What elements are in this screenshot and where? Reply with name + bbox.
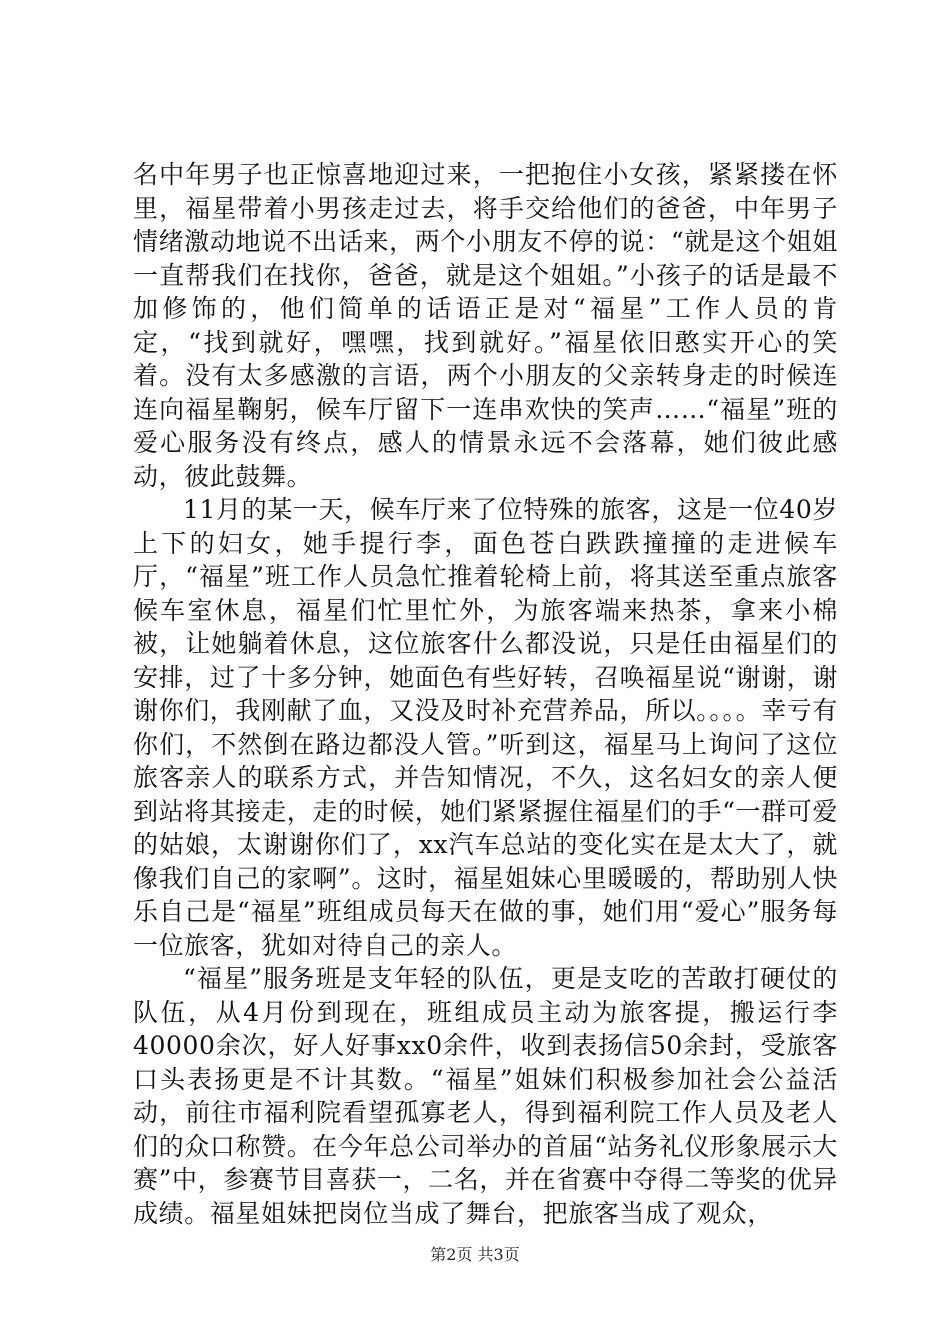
paragraph-3: “福星”服务班是支年轻的队伍，更是支吃的苦敢打硬仗的队伍，从4月份到现在，班组成员主动为旅客提，搬运行李40000余次，好人好事xx0余件，收到表扬信50余封，受旅客口头表扬更是不计其数。“福星”姐妹们积极参加社会公益活动，前往市福利院看望孤寡老人，得到福利院工作人员及老人们的众口称赞。在今年总公司举办的首届“站务礼仪形象展示大赛”中，参赛节目喜获一，二名，并在省赛中夺得二等奖的优异成绩。福星姐妹把岗位当成了舞台，把旅客当成了观众， bbox=[133, 964, 838, 1228]
paragraph-1: 名中年男子也正惊喜地迎过来，一把抱住小女孩，紧紧搂在怀里，福星带着小男孩走过去，将手交给他们的爸爸，中年男子情绪激动地说不出话来，两个小朋友不停的说：“就是这个姐姐一直帮我们在找你，爸爸，就是这个姐姐。”小孩子的话是最不加修饰的，他们简单的话语正是对“福星”工作人员的肯定，“找到就好，嘿嘿，找到就好。”福星依旧憨实开心的笑着。没有太多感激的言语，两个小朋友的父亲转身走的时候连连向福星鞠躬，候车厅留下一连串欢快的笑声……“福星”班的爱心服务没有终点，感人的情景永远不会落幕，她们彼此感动，彼此鼓舞。 bbox=[133, 160, 838, 491]
page-number-footer: 第2页 共3页 bbox=[430, 1245, 520, 1264]
document-body bbox=[133, 158, 838, 1230]
paragraph-2: 11月的某一天，候车厅来了位特殊的旅客，这是一位40岁上下的妇女，她手提行李，面色苍白跌跌撞撞的走进候车厅，“福星”班工作人员急忙推着轮椅上前，将其送至重点旅客候车室休息，福星们忙里忙外，为旅客端来热茶，拿来小棉被，让她躺着休息，这位旅客什么都没说，只是任由福星们的安排，过了十多分钟，她面色有些好转，召唤福星说“谢谢，谢谢你们，我刚献了血，又没及时补充营养品，所以。。。。幸亏有你们，不然倒在路边都没人管。”听到这，福星马上询问了这位旅客亲人的联系方式，并告知情况，不久，这名妇女的亲人便到站将其接走，走的时候，她们紧紧握住福星们的手“一群可爱的姑娘，太谢谢你们了，xx汽车总站的变化实在是太大了，就像我们自己的家啊”。这时，福星姐妹心里暖暖的，帮助别人快乐自己是“福星”班组成员每天在做的事，她们用“爱心”服务每一位旅客，犹如对待自己的亲人。 bbox=[133, 495, 838, 960]
